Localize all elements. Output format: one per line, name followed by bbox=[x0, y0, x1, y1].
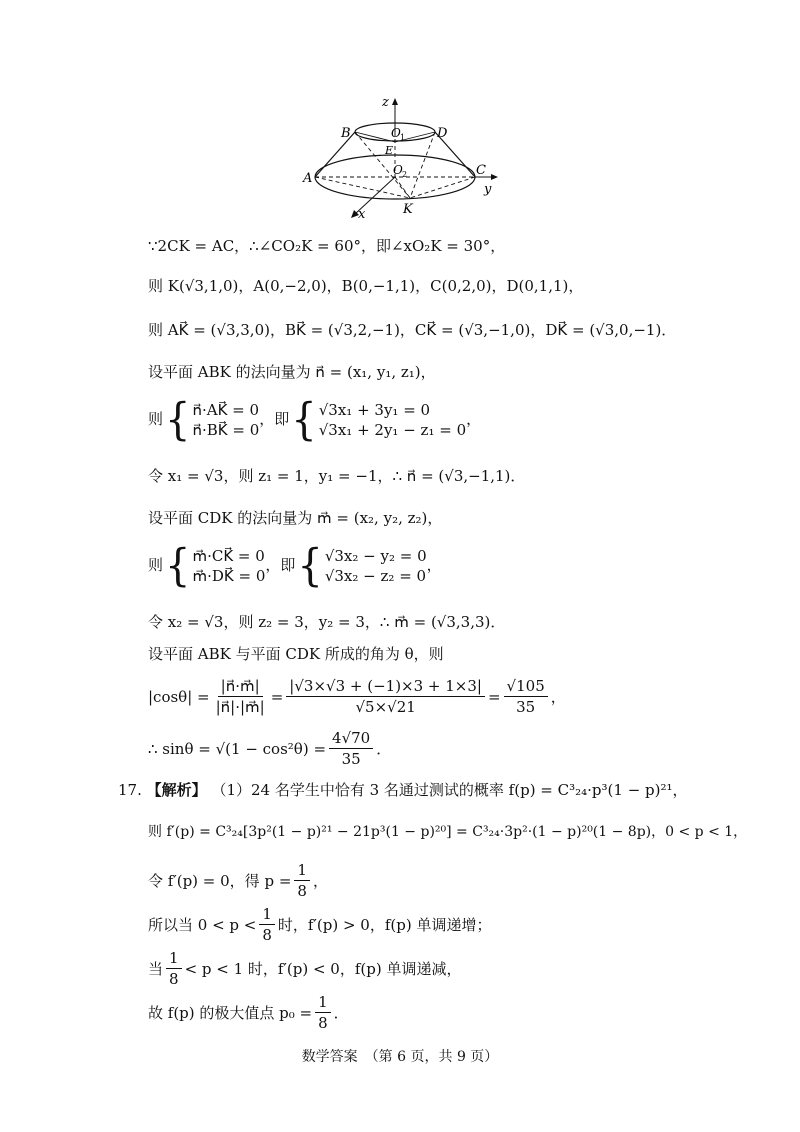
frac-num: 1 bbox=[166, 948, 182, 969]
sin-formula bbox=[148, 728, 391, 769]
suffix: ， bbox=[426, 556, 442, 574]
label-z: z bbox=[382, 95, 389, 110]
frac-den: 8 bbox=[297, 882, 307, 900]
eq-2: √3x₁ + 2y₁ − z₁ = 0 bbox=[318, 421, 467, 439]
label-B: B bbox=[341, 126, 351, 141]
frac1-num: |n⃗·m⃗| bbox=[218, 676, 263, 697]
text-line-3: 则 AK⃗ = (√3,3,0)，BK⃗ = (√3,2,−1)，CK⃗ = (√3,−1,0)，DK⃗ = (√3,0,−1)． bbox=[148, 321, 677, 339]
frac-num: 4√70 bbox=[329, 728, 373, 749]
prefix: 则 bbox=[148, 410, 164, 428]
geometry-figure bbox=[300, 92, 510, 222]
text-line-2: 则 K(√3,1,0)，A(0,−2,0)，B(0,−1,1)，C(0,2,0)，D(0,1,1)， bbox=[148, 277, 584, 295]
cond-1: m⃗·CK⃗ = 0 bbox=[192, 547, 265, 565]
frac-num: 1 bbox=[259, 904, 275, 925]
label-O1-sub: 1 bbox=[400, 133, 406, 142]
text-line-17 bbox=[148, 948, 461, 989]
eq-1: √3x₁ + 3y₁ = 0 bbox=[318, 401, 431, 419]
page-footer: 数学答案 （第 6 页，共 9 页） bbox=[301, 1049, 499, 1065]
text-line-6: 令 x₁ = √3，则 z₁ = 1，y₁ = −1，∴ n⃗ = (√3,−1,1)． bbox=[148, 467, 526, 485]
suffix: ， bbox=[466, 410, 482, 428]
eq: = bbox=[270, 687, 284, 706]
label-K: K bbox=[403, 202, 413, 217]
text-line-7: 设平面 CDK 的法向量为 m⃗ = (x₂, y₂, z₂)， bbox=[148, 509, 443, 527]
question-number: 17. bbox=[118, 781, 142, 799]
suffix: ， bbox=[550, 687, 566, 706]
system-cdk: 则 { m⃗·CK⃗ = 0 m⃗·DK⃗ = 0 ，即 { √3x₂ − y₂ = 0 √3x₂ − z₂ = 0 ， bbox=[148, 540, 442, 592]
part-b: 时，f′(p) > 0，f(p) 单调递增； bbox=[277, 915, 492, 934]
frac-num: 1 bbox=[315, 992, 331, 1013]
cond-2: n⃗·BK⃗ = 0 bbox=[192, 421, 260, 439]
label-E: E bbox=[385, 144, 394, 157]
frac-den: 8 bbox=[262, 926, 272, 944]
cond-2: m⃗·DK⃗ = 0 bbox=[192, 567, 266, 585]
part-b: < p < 1 时，f′(p) < 0，f(p) 单调递减， bbox=[184, 959, 462, 978]
q17-header bbox=[118, 780, 688, 800]
label-O2-sub: 2 bbox=[402, 170, 408, 179]
frac-den: 8 bbox=[169, 970, 179, 988]
frac3-den: 35 bbox=[516, 698, 536, 716]
mid: ，即 bbox=[265, 556, 296, 574]
cond-1: n⃗·AK⃗ = 0 bbox=[192, 401, 260, 419]
frac2-num: |√3×√3 + (−1)×3 + 1×3| bbox=[286, 676, 485, 697]
part-b: ， bbox=[312, 871, 328, 890]
lhs: |cosθ| = bbox=[148, 687, 210, 706]
text-line-1: ∵2CK = AC，∴∠CO₂K = 60°，即∠xO₂K = 30°， bbox=[148, 237, 506, 255]
text-line-16 bbox=[148, 904, 491, 945]
text-line-14: 则 f′(p) = C³₂₄[3p²(1 − p)²¹ − 21p³(1 − p)²⁰] = C³₂₄·3p²·(1 − p)²⁰(1 − 8p)，0 < p < 1， bbox=[148, 824, 748, 840]
label-O1: O bbox=[391, 126, 401, 140]
label-D: D bbox=[437, 126, 448, 141]
text-line-9: 令 x₂ = √3，则 z₂ = 3，y₂ = 3，∴ m⃗ = (√3,3,3)． bbox=[148, 613, 506, 631]
analysis-tag: 【解析】 bbox=[146, 781, 207, 799]
label-x: x bbox=[358, 207, 366, 222]
frac-num: 1 bbox=[294, 860, 310, 881]
cos-formula bbox=[148, 676, 566, 717]
eq-1: √3x₂ − y₂ = 0 bbox=[324, 547, 427, 565]
part-a: 令 f′(p) = 0，得 p = bbox=[148, 871, 292, 890]
frac2-den: √5×√21 bbox=[355, 698, 416, 716]
frac-den: 35 bbox=[341, 750, 361, 768]
part-a: 所以当 0 < p < bbox=[148, 915, 257, 934]
eq2: = bbox=[487, 687, 501, 706]
part-a: 当 bbox=[148, 959, 164, 978]
mid: ，即 bbox=[259, 410, 290, 428]
label-O2: O bbox=[393, 163, 403, 177]
eq-2: √3x₂ − z₂ = 0 bbox=[324, 567, 427, 585]
part-a: 故 f(p) 的极大值点 p₀ = bbox=[148, 1003, 313, 1022]
suffix: ． bbox=[376, 739, 392, 758]
frac1-den: |n⃗|·|m⃗| bbox=[215, 698, 265, 716]
label-A: A bbox=[303, 171, 313, 186]
text-line-18 bbox=[148, 992, 349, 1033]
lhs: ∴ sinθ = √(1 − cos²θ) = bbox=[148, 739, 327, 758]
label-y: y bbox=[484, 182, 492, 197]
text-line-15 bbox=[148, 860, 328, 901]
frac3-num: √105 bbox=[504, 676, 548, 697]
q17-text: （1）24 名学生中恰有 3 名通过测试的概率 f(p) = C³₂₄·p³(1 − p)²¹， bbox=[211, 781, 688, 799]
prefix: 则 bbox=[148, 556, 164, 574]
system-abk: 则 { n⃗·AK⃗ = 0 n⃗·BK⃗ = 0 ，即 { √3x₁ + 3y₁ = 0 √3x₁ + 2y₁ − z₁ = 0 ， bbox=[148, 394, 482, 446]
text-line-10: 设平面 ABK 与平面 CDK 所成的角为 θ，则 bbox=[148, 645, 444, 663]
frac-den: 8 bbox=[318, 1014, 328, 1032]
part-b: ． bbox=[333, 1003, 349, 1022]
label-C: C bbox=[476, 163, 486, 178]
text-line-4: 设平面 ABK 的法向量为 n⃗ = (x₁, y₁, z₁)， bbox=[148, 363, 436, 381]
